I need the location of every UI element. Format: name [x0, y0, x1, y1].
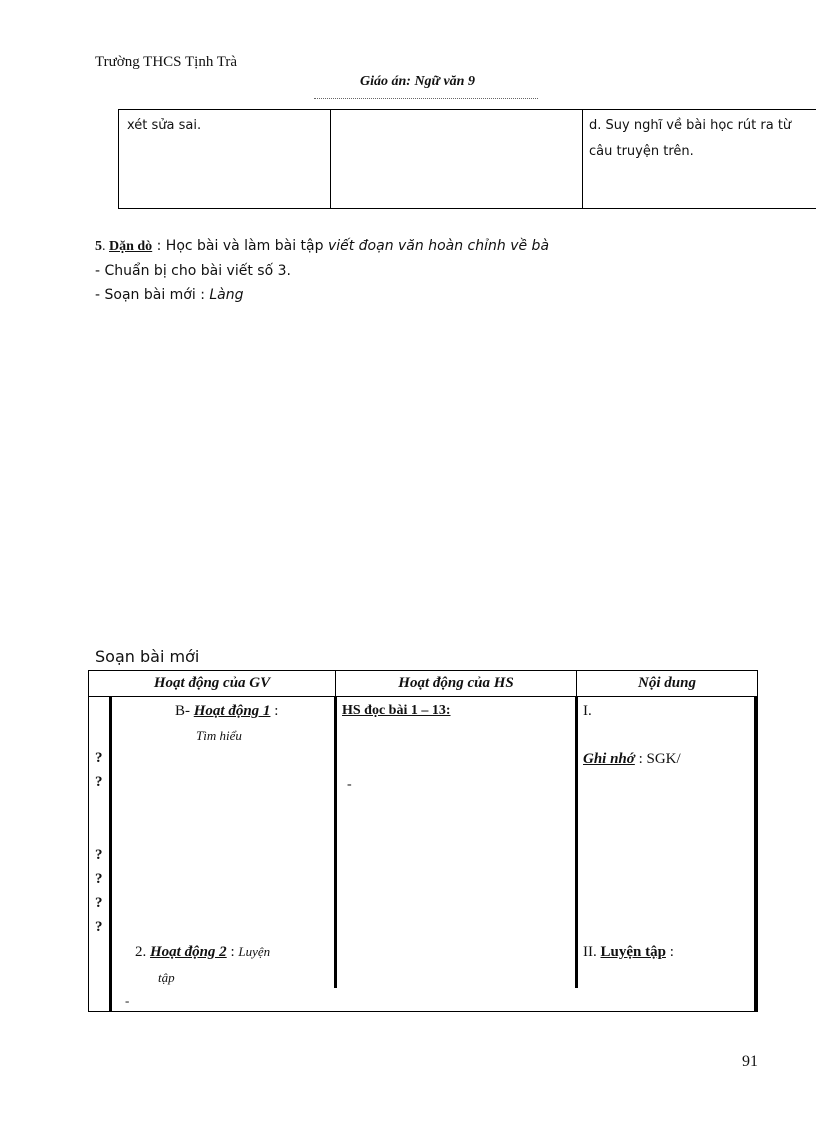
subject-title: Giáo án: Ngữ văn 9	[360, 74, 475, 89]
activity-2-heading	[135, 944, 270, 961]
question-mark: ?	[95, 847, 103, 863]
lesson-plan-table	[88, 670, 758, 1012]
activity-1-title: Hoạt động 1	[193, 703, 271, 719]
previous-lesson-table	[118, 109, 816, 209]
table-cell-3-line1: d. Suy nghĩ về bài học rút ra từ	[589, 118, 792, 133]
content-2-prefix: II.	[583, 944, 601, 960]
bottom-dash: -	[125, 993, 130, 1008]
content-section-2	[583, 944, 674, 961]
content-2-title: Luyện tập	[600, 944, 666, 960]
question-mark: ?	[95, 895, 103, 911]
column-divider	[330, 110, 331, 208]
question-mark: ?	[95, 919, 103, 935]
column-divider	[582, 110, 583, 208]
col-header-content: Nội dung	[638, 675, 696, 691]
new-lesson-title: Soạn bài mới	[95, 647, 200, 666]
homework-text: : Học bài và làm bài tập	[152, 238, 328, 254]
content-section-1: I.	[583, 703, 592, 719]
homework-line: 5. Dặn dò : Học bài và làm bài tập viết đoạn văn hoàn chỉnh về bà	[95, 238, 550, 254]
content-2-colon: :	[665, 944, 674, 960]
question-mark: ?	[95, 871, 103, 887]
activity-1-prefix: B-	[175, 703, 194, 719]
ghi-nho-line	[583, 751, 681, 768]
hs-read-text: HS đọc bài 1 – 13:	[342, 703, 451, 718]
col-header-student: Hoạt động của HS	[398, 675, 514, 691]
activity-1-heading	[175, 703, 278, 720]
col-header-teacher: Hoạt động của GV	[153, 675, 271, 691]
activity-2-colon: :	[226, 944, 239, 960]
homework-new-lesson-title: Làng	[209, 287, 244, 303]
homework-new-lesson	[95, 287, 244, 303]
header-divider-line	[89, 696, 757, 697]
ghi-nho-text: : SGK/	[634, 751, 681, 767]
activity-2-prefix: 2.	[135, 944, 150, 960]
homework-italic: viết đoạn văn hoàn chỉnh về bà	[327, 238, 550, 254]
activity-2-desc-2: tập	[158, 970, 175, 985]
body-column-divider	[334, 696, 337, 988]
hs-dash: -	[347, 777, 352, 792]
ghi-nho-label: Ghi nhớ	[583, 751, 635, 767]
activity-1-colon: :	[270, 703, 279, 719]
right-edge	[754, 696, 757, 1011]
question-mark: ?	[95, 750, 103, 766]
question-column-divider	[109, 696, 112, 1011]
homework-title: Dặn dò	[109, 239, 153, 254]
table-cell-3-line2: câu truyện trên.	[589, 144, 694, 159]
activity-1-desc: Tìm hiểu	[196, 728, 242, 743]
homework-prepare: - Chuẩn bị cho bài viết số 3.	[95, 263, 291, 279]
question-mark: ?	[95, 774, 103, 790]
homework-new-lesson-prefix: - Soạn bài mới :	[95, 287, 210, 303]
school-name: Trường THCS Tịnh Trà	[95, 54, 238, 70]
activity-2-desc: Luyện	[238, 944, 271, 959]
header-divider	[314, 98, 538, 99]
activity-2-title: Hoạt động 2	[150, 944, 227, 960]
body-column-divider	[575, 696, 578, 988]
page-number: 91	[742, 1053, 758, 1070]
table-cell-1: xét sửa sai.	[127, 118, 202, 133]
homework-number: 5	[95, 239, 102, 254]
